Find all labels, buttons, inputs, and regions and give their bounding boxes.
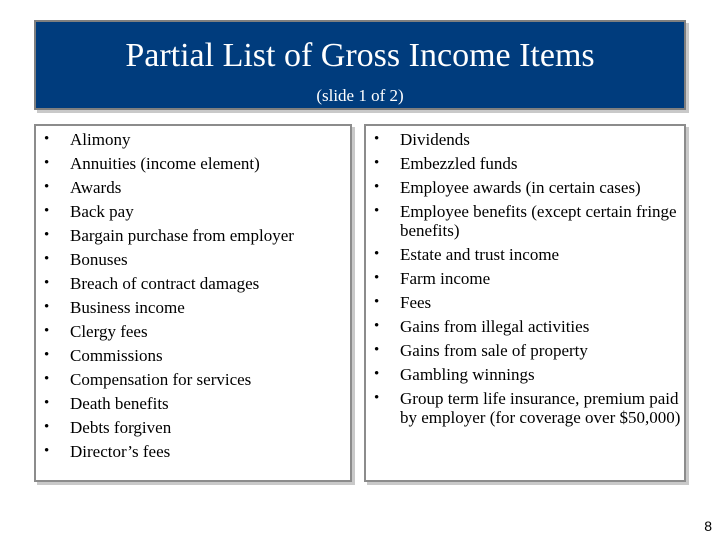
- bullet-icon: •: [44, 131, 50, 147]
- slide-title: Partial List of Gross Income Items: [125, 37, 595, 74]
- list-item-text: Group term life insurance, premium paid by employer (for coverage over $50,000): [400, 389, 681, 427]
- bullet-icon: •: [374, 342, 380, 358]
- list-item: [36, 274, 350, 298]
- list-item-text: Director’s fees: [70, 442, 171, 461]
- list-item: [36, 394, 350, 418]
- list-item: [36, 202, 350, 226]
- right-column: [364, 124, 686, 482]
- list-item: [36, 418, 350, 442]
- bullet-icon: •: [44, 443, 50, 459]
- list-item-text: Fees: [400, 293, 432, 312]
- list-item: [36, 130, 350, 154]
- bullet-icon: •: [44, 395, 50, 411]
- list-item: [36, 178, 350, 202]
- list-item: [36, 442, 350, 466]
- list-item: [36, 346, 350, 370]
- bullet-icon: •: [374, 318, 380, 334]
- list-item-text: Estate and trust income: [400, 245, 560, 264]
- list-item: [366, 130, 684, 149]
- list-item-text: Business income: [70, 298, 185, 317]
- list-item: [36, 226, 350, 250]
- list-item-text: Debts forgiven: [70, 418, 172, 437]
- bullet-icon: •: [44, 251, 50, 267]
- list-item: [36, 154, 350, 178]
- list-item: [366, 154, 684, 173]
- list-item: [366, 202, 684, 240]
- list-item: [36, 250, 350, 274]
- list-item-text: Farm income: [400, 269, 491, 288]
- right-item-list: [366, 126, 684, 427]
- bullet-icon: •: [374, 179, 380, 195]
- bullet-icon: •: [44, 155, 50, 171]
- list-item: [36, 298, 350, 322]
- list-item-text: Commissions: [70, 346, 163, 365]
- list-item-text: Bonuses: [70, 250, 128, 269]
- bullet-icon: •: [374, 155, 380, 171]
- bullet-icon: •: [44, 203, 50, 219]
- list-item: [366, 178, 684, 197]
- bullet-icon: •: [44, 179, 50, 195]
- list-item-text: Compensation for services: [70, 370, 252, 389]
- list-item-text: Alimony: [70, 130, 131, 149]
- list-item-text: Annuities (income element): [70, 154, 260, 173]
- left-item-list: [36, 126, 350, 466]
- list-item: [366, 269, 684, 288]
- bullet-icon: •: [374, 366, 380, 382]
- bullet-icon: •: [44, 347, 50, 363]
- list-item-text: Bargain purchase from employer: [70, 226, 294, 245]
- bullet-icon: •: [374, 270, 380, 286]
- left-column: [34, 124, 352, 482]
- bullet-icon: •: [44, 323, 50, 339]
- slide-number: 8: [704, 518, 712, 534]
- bullet-icon: •: [374, 246, 380, 262]
- bullet-icon: •: [44, 299, 50, 315]
- list-item: [366, 389, 684, 427]
- list-item: [366, 317, 684, 336]
- bullet-icon: •: [374, 203, 380, 219]
- list-item-text: Gains from illegal activities: [400, 317, 590, 336]
- list-item: [366, 245, 684, 264]
- bullet-icon: •: [44, 227, 50, 243]
- bullet-icon: •: [44, 371, 50, 387]
- list-item-text: Clergy fees: [70, 322, 148, 341]
- list-item-text: Awards: [70, 178, 122, 197]
- list-item: [36, 370, 350, 394]
- list-item-text: Back pay: [70, 202, 134, 221]
- slide-subtitle: (slide 1 of 2): [316, 86, 404, 105]
- list-item: [366, 293, 684, 312]
- bullet-icon: •: [44, 275, 50, 291]
- list-item-text: Embezzled funds: [400, 154, 518, 173]
- list-item-text: Dividends: [400, 130, 470, 149]
- list-item: [366, 365, 684, 384]
- list-item-text: Gains from sale of property: [400, 341, 588, 360]
- list-item-text: Gambling winnings: [400, 365, 535, 384]
- bullet-icon: •: [374, 294, 380, 310]
- list-item: [36, 322, 350, 346]
- title-banner: [34, 20, 686, 110]
- bullet-icon: •: [374, 131, 380, 147]
- bullet-icon: •: [44, 419, 50, 435]
- list-item-text: Breach of contract damages: [70, 274, 260, 293]
- bullet-icon: •: [374, 390, 380, 406]
- list-item: [366, 341, 684, 360]
- list-item-text: Death benefits: [70, 394, 169, 413]
- list-item-text: Employee awards (in certain cases): [400, 178, 641, 197]
- list-item-text: Employee benefits (except certain fringe benefits): [400, 202, 677, 240]
